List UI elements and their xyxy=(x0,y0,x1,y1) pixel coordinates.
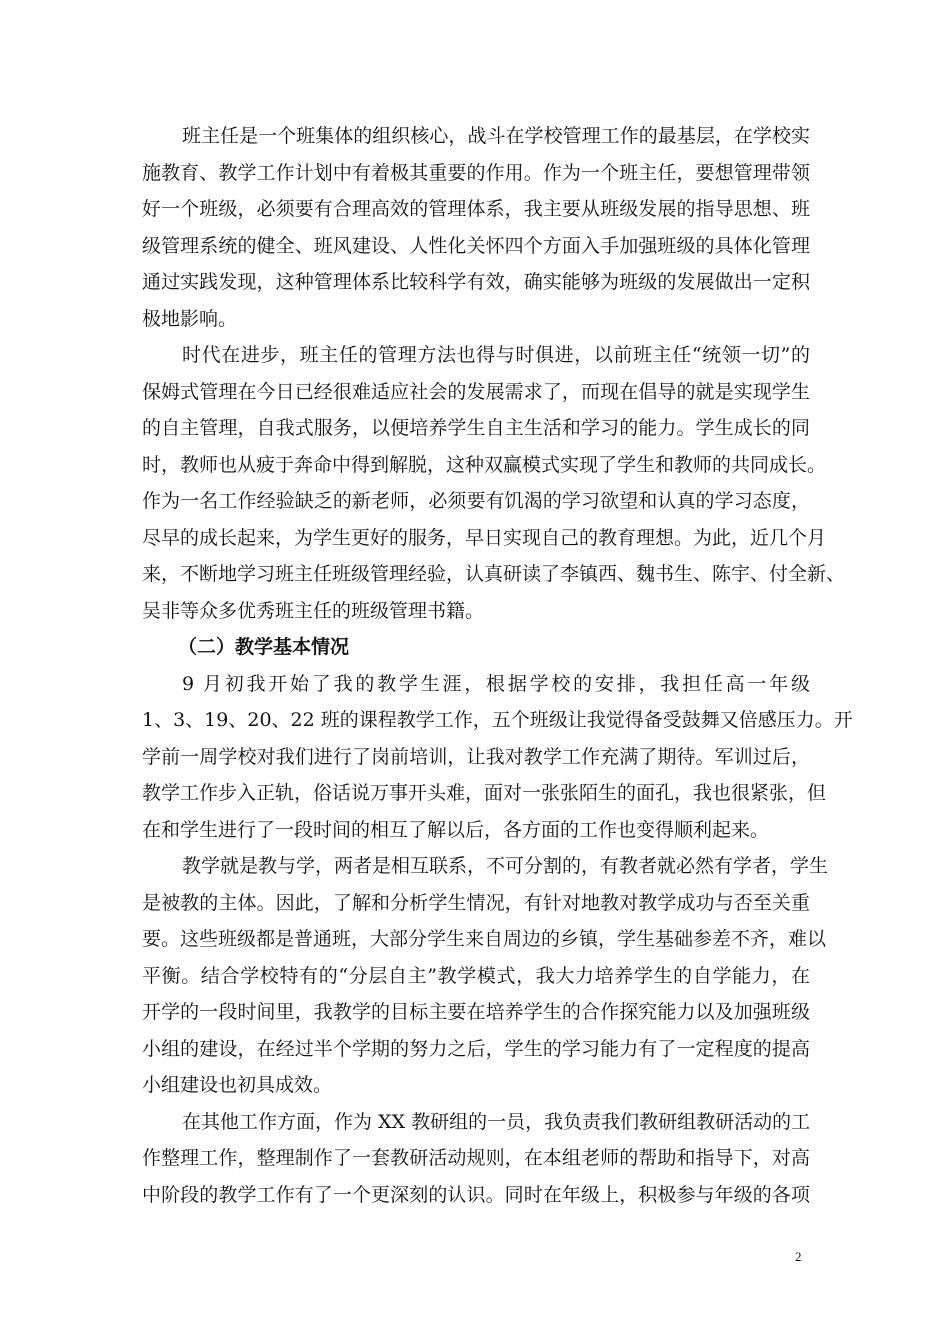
text-line: 作为一名工作经验缺乏的新老师，必须要有饥渴的学习欲望和认真的学习态度， xyxy=(142,490,810,512)
text-line: 在和学生进行了一段时间的相互了解以后，各方面的工作也变得顺利起来。 xyxy=(142,818,770,841)
document-body xyxy=(142,118,853,1213)
text-line: 施教育、教学工作计划中有着极其重要的作用。作为一个班主任，要想管理带领 xyxy=(142,161,810,184)
text-line: 的自主管理，自我式服务，以便培养学生自主生活和学习的能力。学生成长的同 xyxy=(142,417,810,439)
text-line: 在其他工作方面，作为 XX 教研组的一员，我负责我们教研组教研活动的工 xyxy=(182,1110,811,1133)
text-line: 来，不断地学习班主任班级管理经验，认真研读了李镇西、魏书生、陈宇、付全新、 xyxy=(142,563,846,585)
text-line: 尽早的成长起来，为学生更好的服务，早日实现自己的教育理想。为此，近几个月 xyxy=(142,526,827,549)
text-line: 通过实践发现，这种管理体系比较科学有效，确实能够为班级的发展做出一定积 xyxy=(142,271,810,293)
text-line: 吴非等众多优秀班主任的班级管理书籍。 xyxy=(142,599,485,622)
page-number: 2 xyxy=(795,1249,802,1264)
text-line: 教学就是教与学，两者是相互联系，不可分割的，有教者就必然有学者，学生 xyxy=(182,855,829,877)
text-line: 时，教师也从疲于奔命中得到解脱，这种双赢模式实现了学生和教师的共同成长。 xyxy=(142,453,827,476)
text-line: 学前一周学校对我们进行了岗前培训，让我对教学工作充满了期待。军训过后， xyxy=(142,745,810,768)
text-line: 小组建设也初具成效。 xyxy=(142,1074,333,1096)
text-line: 要。这些班级都是普通班，大部分学生来自周边的乡镇，学生基础参差不齐，难以 xyxy=(142,928,827,950)
text-line: 中阶段的教学工作有了一个更深刻的认识。同时在年级上，积极参与年级的各项 xyxy=(142,1183,810,1206)
text-line: 平衡。结合学校特有的“分层自主”教学模式，我大力培养学生的自学能力，在 xyxy=(142,964,810,987)
text-line: 时代在进步，班主任的管理方法也得与时俱进，以前班主任“统领一切”的 xyxy=(182,344,810,366)
section-heading: （二）教学基本情况 xyxy=(178,636,350,658)
paragraph xyxy=(142,848,829,1104)
paragraph xyxy=(142,666,853,849)
paragraph xyxy=(142,118,810,337)
text-line: 保姆式管理在今日已经很难适应社会的发展需求了，而现在倡导的就是实现学生 xyxy=(142,380,810,403)
text-line: 极地影响。 xyxy=(142,307,238,330)
text-line: 小组的建设，在经过半个学期的努力之后，学生的学习能力有了一定程度的提高 xyxy=(142,1037,810,1060)
text-line: 级管理系统的健全、班风建设、人性化关怀四个方面入手加强班级的具体化管理 xyxy=(142,234,810,257)
text-line: 开学的一段时间里，我教学的目标主要在培养学生的合作探究能力以及加强班级 xyxy=(142,1001,810,1023)
text-line: 作整理工作，整理制作了一套教研活动规则，在本组老师的帮助和指导下，对高 xyxy=(142,1147,810,1169)
text-line: 班主任是一个班集体的组织核心，战斗在学校管理工作的最基层，在学校实 xyxy=(182,125,810,147)
text-line: 是被教的主体。因此，了解和分析学生情况，有针对地教对教学成功与否至关重 xyxy=(142,891,810,914)
text-line: 9 月初我开始了我的教学生涯，根据学校的安排，我担任高一年级 xyxy=(182,672,810,695)
text-line: 教学工作步入正轨，俗话说万事开头难，面对一张张陌生的面孔，我也很紧张，但 xyxy=(142,782,827,804)
text-line: 1、3、19、20、22 班的课程教学工作，五个班级让我觉得备受鼓舞又倍感压力。开 xyxy=(142,709,853,731)
paragraph xyxy=(142,1104,810,1214)
paragraph xyxy=(142,337,846,629)
text-line: 好一个班级，必须要有合理高效的管理体系，我主要从班级发展的指导思想、班 xyxy=(142,198,810,220)
